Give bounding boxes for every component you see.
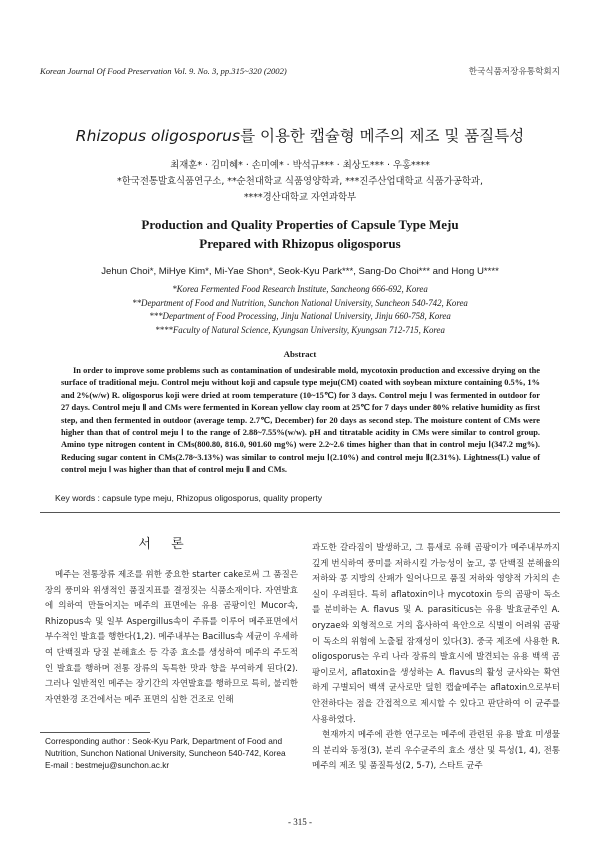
abstract-text: In order to improve some problems such as contamination of undesirable mold, mycotoxin production and excessive drying on the surface of traditional meju. Control meju without koji and capsule type meju(CM) coated with soybean mixture containing 0.5%, 1% and 2%(w/w) R. oligosporus koji were dried at room temperature (10~15℃) for 3 days. Control meju Ⅰ was fermented in outdoor for 27 days. Control meju Ⅱ and CMs were fermented in Korean yellow clay room at 25℃ for 7 days under 80% relative humidity as first step, and then fermented in outdoor (average temp. 2.7℃, December) for 20 days as second step. The moisture content of CMs were higher than that of control meju Ⅰ to the range of 2.88~7.55%(w/w). pH and titratable acidity in CMs were similar to control group. Amino type nitrogen content in CMs(800.80, 816.0, 901.60 mg%) were 2.2~2.6 times higher than that in control meju Ⅰ(347.2 mg%). Reducing sugar content in CMs(2.78~3.13%) was similar to control meju Ⅰ(2.10%) and control meju Ⅱ(2.31%). Lightness(L) value of control meju Ⅰ was higher than that of control meju Ⅱ and CMs. [61,366,540,475]
intro-column-1: 메주는 전통장류 제조를 위한 중요한 starter cake로써 그 품질은 장의 풍미와 위생적인 품질지표를 결정짓는 식품소재이다. 자연발효에 의하여 만들어지는 메주의 표면에는 유용 곰팡이인 Mucor속, Rhizopus속 및 일부 Aspergillus속이 주류를 이루어 메주표면에서 부수적인 발효를 행한다(1,2). 메주내부는 Bacillus속 세균이 우세하여 단백질과 당질 분해효소 등 각종 효소를 생성하여 메주의 주도적인 발효를 행하며 전통 장류의 독특한 맛과 향을 부여하게 된다(2). 그러나 일반적인 메주는 장기간의 자연발효를 행하므로 특히, 불리한 자연환경 조건에서는 메주 표면의 심한 건조로 인해 [45,570,298,705]
keywords: Key words : capsule type meju, Rhizopus oligosporus, quality property [55,493,323,503]
english-title-line-1: Production and Quality Properties of Capsule Type Meju [141,217,459,232]
footnote-line-1: Corresponding author : Seok-Kyu Park, Department of Food and [45,736,283,746]
korean-affiliation-2: ****경산대학교 자연과학부 [243,192,357,203]
affiliation-3: ***Department of Food Processing, Jinju National University, Jinju 660-758, Korea [149,311,451,321]
footnote-line-2: Nutrition, Sunchon National University, Suncheon 540-742, Korea [45,748,286,759]
affiliation-2: **Department of Food and Nutrition, Sunchon National University, Suncheon 540-742, Korea [132,297,468,308]
affiliation-1: *Korea Fermented Food Research Institute, Sancheong 666-692, Korea [172,284,428,294]
section-title-introduction: 서 론 [138,537,192,552]
english-authors: Jehun Choi*, MiHye Kim*, Mi-Yae Shon*, Seok-Kyu Park***, Sang-Do Choi*** and Hong U**** [101,266,499,277]
english-title [0,215,600,253]
society-header: 한국식품저장유통학회지 [468,67,560,77]
journal-header: Korean Journal Of Food Preservation Vol. 9. No. 3, pp.315~320 (2002) [40,66,287,76]
korean-affiliation-1: *한국전통발효식품연구소, **순천대학교 식품영양학과, ***진주산업대학교 식품가공학과, [117,176,483,187]
korean-title [0,124,600,146]
intro-paragraph-continued: 과도한 갈라짐이 발생하고, 그 틈새로 유해 곰팡이가 메주내부까지 깊게 번식하여 풍미를 저하시킬 가능성이 높고, 콩 단백질 분해율의 저하와 콩 지방의 산패가 일어나므로 품질 저하와 영양적 가치의 손실이 우려된다. 특히 aflatoxin이나 mycotoxin 등의 곰팡이 독소를 분비하는 A. flavus 및 A. parasiticus는 유용 발효균주인 A. oryzae와 외형적으로 거의 흡사하여 육안으로 식별이 어려워 곰팡이 독소의 위험에 노출될 잠재성이 있다(3). 중국 제조에 사용한 R. oligosporus는 우리 나라 장류의 발효시에 발견되는 유용 백색 곰팡이로서, aflatoxin을 생성하는 A. flavus의 활성 균사와는 확연하게 구별되어 백색 균사로만 덮힌 캡슐메주는 aflatoxin으로부터 안전하다는 점을 간접적으로 제시할 수 있다고 판단하여 이 균주를 사용하였다. [312,543,560,725]
footnote-email: E-mail : bestmeju@sunchon.ac.kr [45,760,170,771]
korean-authors: 최재훈* · 김미혜* · 손미예* · 박석규*** · 최상도*** · 우홍**** [170,160,430,171]
corresponding-author-footnote [45,735,295,772]
page-number: - 315 - [288,817,312,827]
intro-paragraph-2: 현재까지 메주에 관한 연구로는 메주에 관련된 유용 발효 미생물의 분리와 동정(3), 분리 우수균주의 효소 생산 및 특성(1, 4), 전통메주의 제조 및 품질특성(2, 5-7), 스타트 균주 [312,730,560,772]
affiliation-4: ****Faculty of Natural Science, Kyungsan University, Kyungsan 712-715, Korea [155,324,445,335]
korean-title-species: Rhizopus oligosporus [75,127,241,145]
section-divider [40,512,560,513]
english-affiliations [0,283,600,337]
english-title-line-2: Prepared with Rhizopus oligosporus [199,236,401,251]
abstract-heading: Abstract [283,349,317,359]
korean-title-rest: 를 이용한 캡슐형 메주의 제조 및 품질특성 [240,127,525,145]
footnote-divider [40,732,150,733]
intro-column-2 [312,541,560,775]
